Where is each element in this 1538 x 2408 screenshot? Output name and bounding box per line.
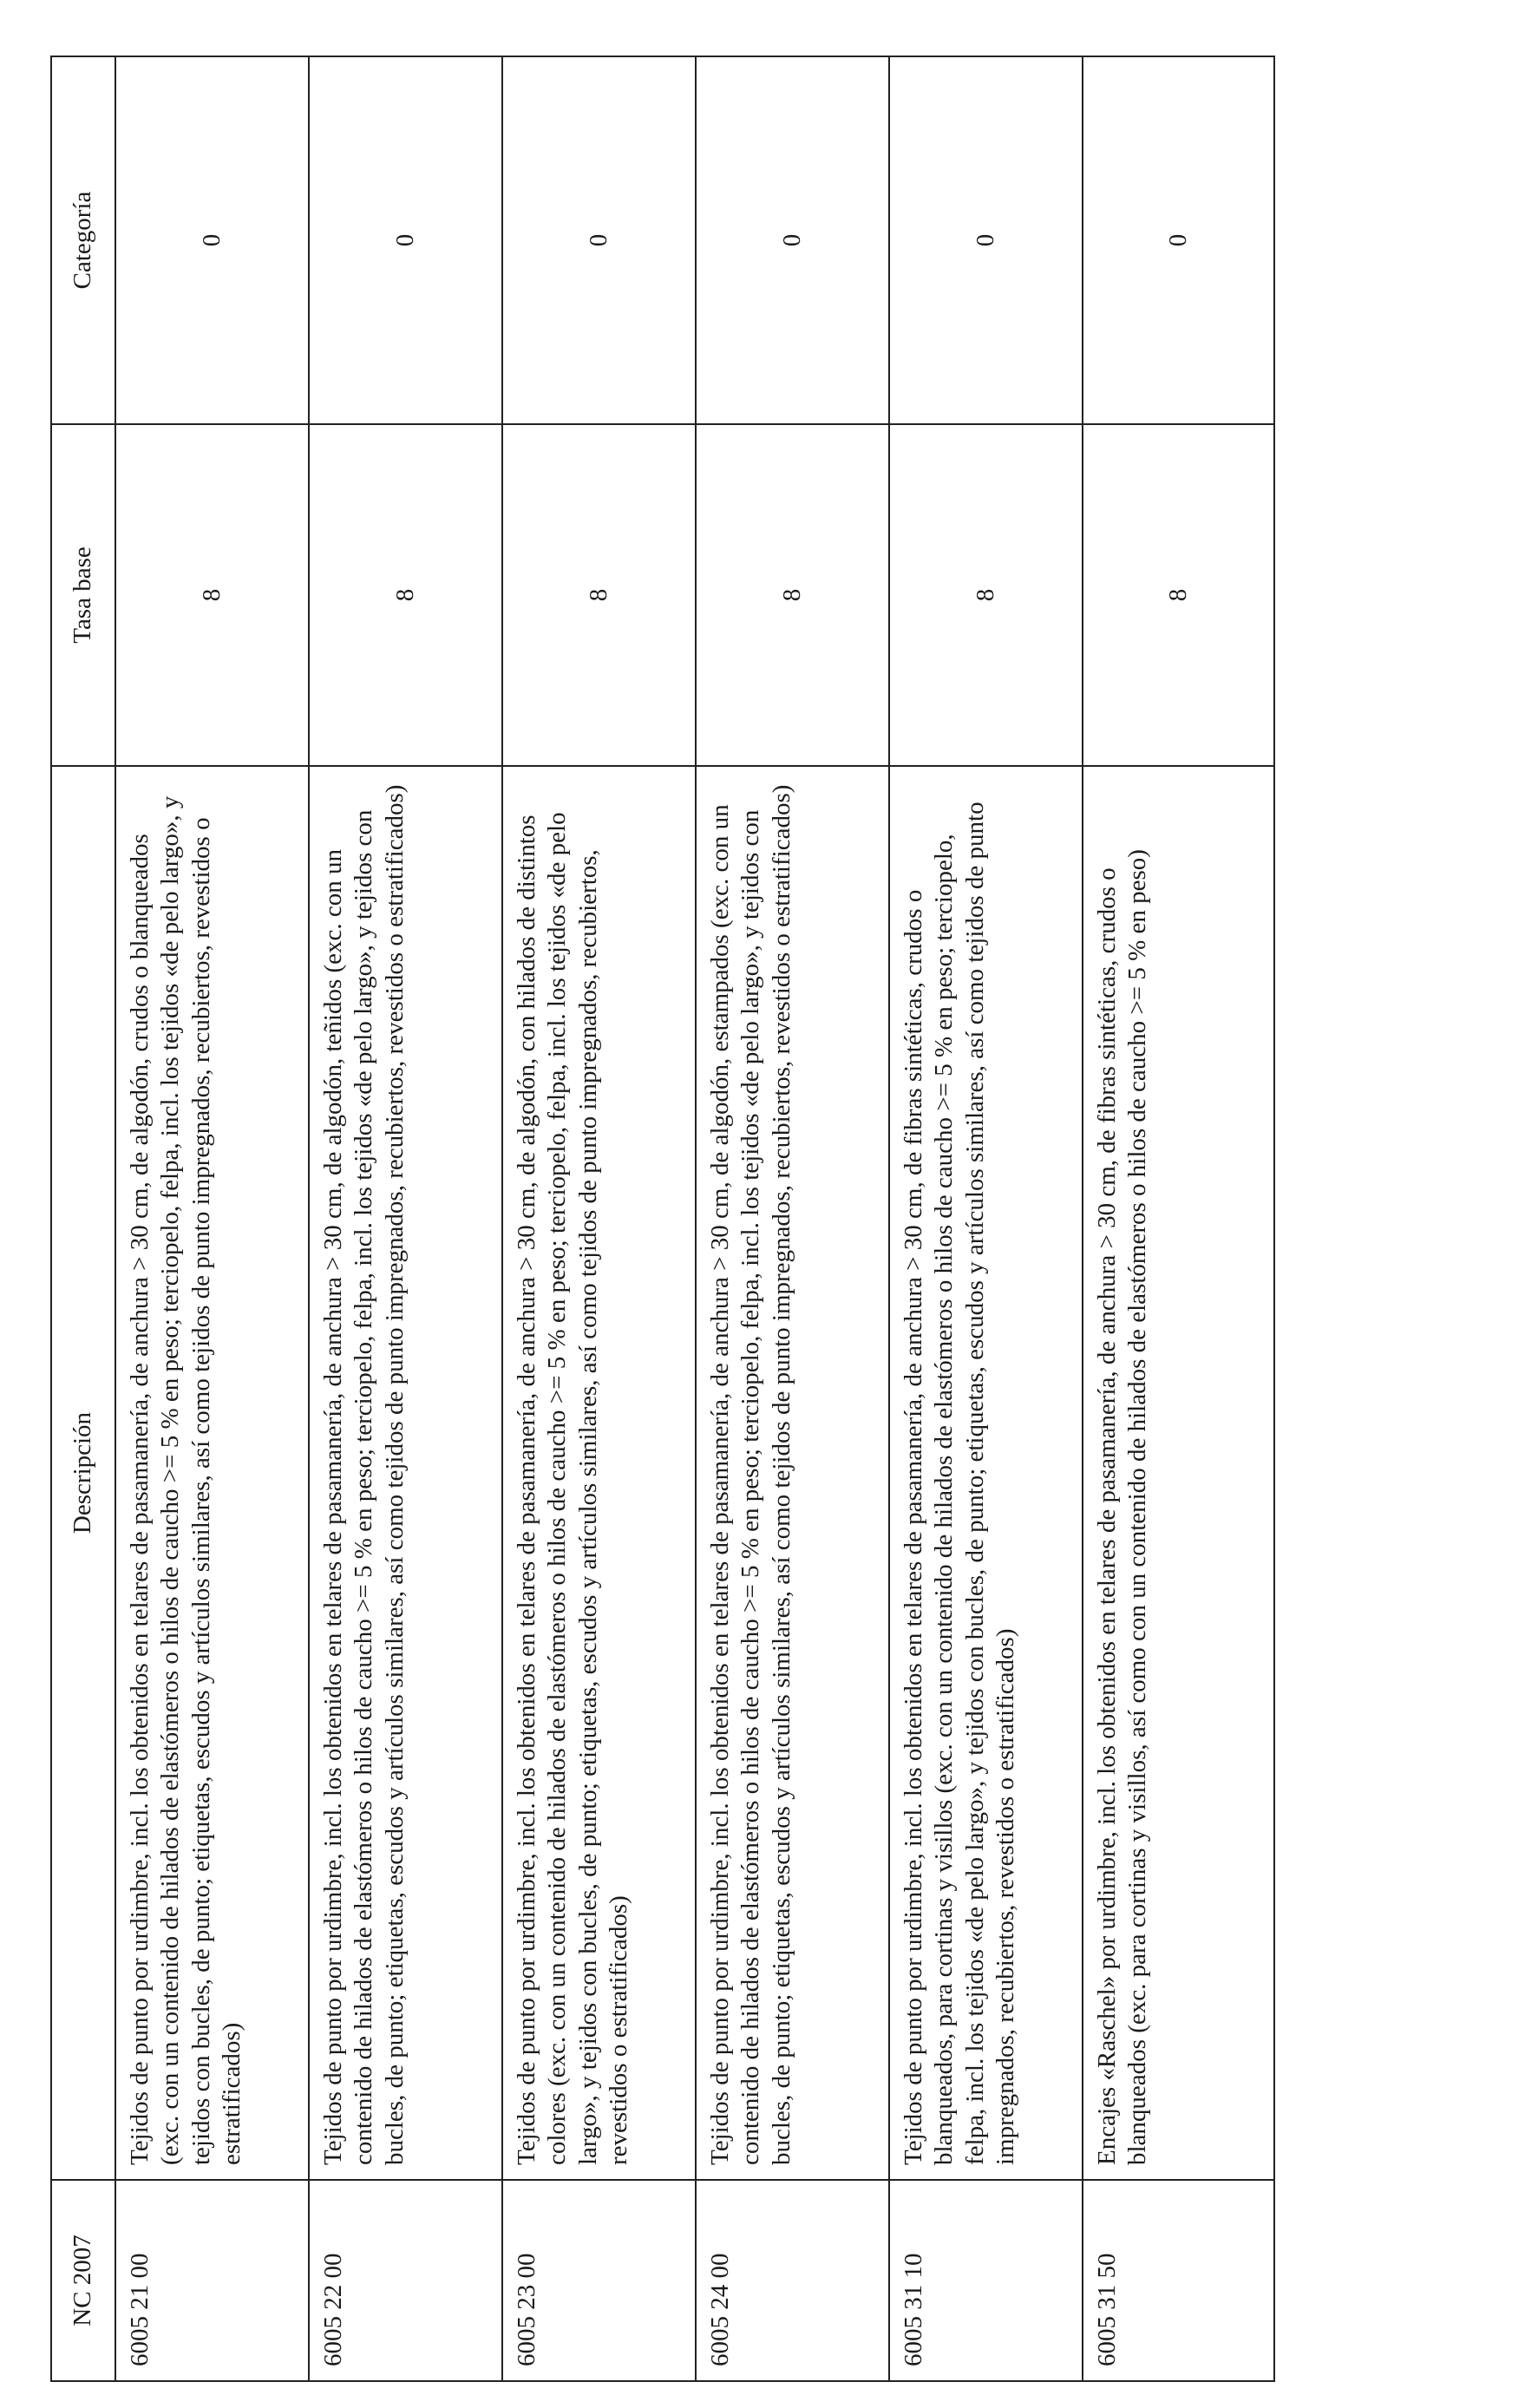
table-row bbox=[696, 56, 889, 2381]
cell-code: 6005 24 00 bbox=[696, 2180, 889, 2381]
cell-code: 6005 21 00 bbox=[115, 2180, 309, 2381]
table-row bbox=[309, 56, 502, 2381]
cell-category: 0 bbox=[1083, 56, 1274, 424]
cell-category: 0 bbox=[502, 56, 696, 424]
table-row bbox=[502, 56, 696, 2381]
cell-code: 6005 22 00 bbox=[309, 2180, 502, 2381]
tariff-table bbox=[50, 56, 1275, 2382]
cell-description: Encajes «Raschel» por urdimbre, incl. los obtenidos en telares de pasamanería, de anchura > 30 cm, de fibras sintéticas, crudos o blanqueados (exc. para cortinas y visillos, así como con un contenido de hilados de elastómeros o hilos de caucho >= 5 % en peso) bbox=[1083, 766, 1274, 2180]
table-row bbox=[115, 56, 309, 2381]
cell-base-rate: 8 bbox=[696, 424, 889, 766]
cell-base-rate: 8 bbox=[502, 424, 696, 766]
header-category: Categoría bbox=[51, 56, 115, 424]
header-row bbox=[51, 56, 115, 2381]
header-description: Descripción bbox=[51, 766, 115, 2180]
cell-description: Tejidos de punto por urdimbre, incl. los obtenidos en telares de pasamanería, de anchura > 30 cm, de algodón, con hilados de distintos colores (exc. con un contenido de hilados de elastómeros o hilos de caucho >= 5 % en peso; terciopelo, felpa, incl. los tejidos «de pelo largo», y tejidos con bucles, de punto; etiquetas, escudos y artículos similares, así como tejidos de punto impregnados, recubiertos, revestidos o estratificados) bbox=[502, 766, 696, 2180]
cell-category: 0 bbox=[696, 56, 889, 424]
cell-code: 6005 31 50 bbox=[1083, 2180, 1274, 2381]
cell-category: 0 bbox=[889, 56, 1083, 424]
cell-base-rate: 8 bbox=[1083, 424, 1274, 766]
cell-description: Tejidos de punto por urdimbre, incl. los obtenidos en telares de pasamanería, de anchura > 30 cm, de algodón, teñidos (exc. con un contenido de hilados de elastómeros o hilos de caucho >= 5 % en peso; terciopelo, felpa, incl. los tejidos «de pelo largo», y tejidos con bucles, de punto; etiquetas, escudos y artículos similares, así como tejidos de punto impregnados, recubiertos, revestidos o estratificados) bbox=[309, 766, 502, 2180]
table-row bbox=[889, 56, 1083, 2381]
cell-base-rate: 8 bbox=[889, 424, 1083, 766]
cell-category: 0 bbox=[309, 56, 502, 424]
header-code: NC 2007 bbox=[51, 2180, 115, 2381]
cell-code: 6005 31 10 bbox=[889, 2180, 1083, 2381]
cell-code: 6005 23 00 bbox=[502, 2180, 696, 2381]
table-row bbox=[1083, 56, 1274, 2381]
cell-description: Tejidos de punto por urdimbre, incl. los obtenidos en telares de pasamanería, de anchura > 30 cm, de algodón, crudos o blanqueados (exc. con un contenido de hilados de elastómeros o hilos de caucho >= 5 % en peso; terciopelo, felpa, incl. los tejidos «de pelo largo», y tejidos con bucles, de punto; etiquetas, escudos y artículos similares, así como tejidos de punto impregnados, recubiertos, revestidos o estratificados) bbox=[115, 766, 309, 2180]
cell-category: 0 bbox=[115, 56, 309, 424]
header-base-rate: Tasa base bbox=[51, 424, 115, 766]
cell-base-rate: 8 bbox=[309, 424, 502, 766]
cell-description: Tejidos de punto por urdimbre, incl. los obtenidos en telares de pasamanería, de anchura > 30 cm, de algodón, estampados (exc. con un contenido de hilados de elastómeros o hilos de caucho >= 5 % en peso; terciopelo, felpa, incl. los tejidos «de pelo largo», y tejidos con bucles, de punto; etiquetas, escudos y artículos similares, así como tejidos de punto impregnados, recubiertos, revestidos o estratificados) bbox=[696, 766, 889, 2180]
cell-base-rate: 8 bbox=[115, 424, 309, 766]
cell-description: Tejidos de punto por urdimbre, incl. los obtenidos en telares de pasamanería, de anchura > 30 cm, de fibras sintéticas, crudos o blanqueados, para cortinas y visillos (exc. con un contenido de hilados de elastómeros o hilos de caucho >= 5 % en peso; terciopelo, felpa, incl. los tejidos «de pelo largo», y tejidos con bucles, de punto; etiquetas, escudos y artículos similares, así como tejidos de punto impregnados, recubiertos, revestidos o estratificados) bbox=[889, 766, 1083, 2180]
